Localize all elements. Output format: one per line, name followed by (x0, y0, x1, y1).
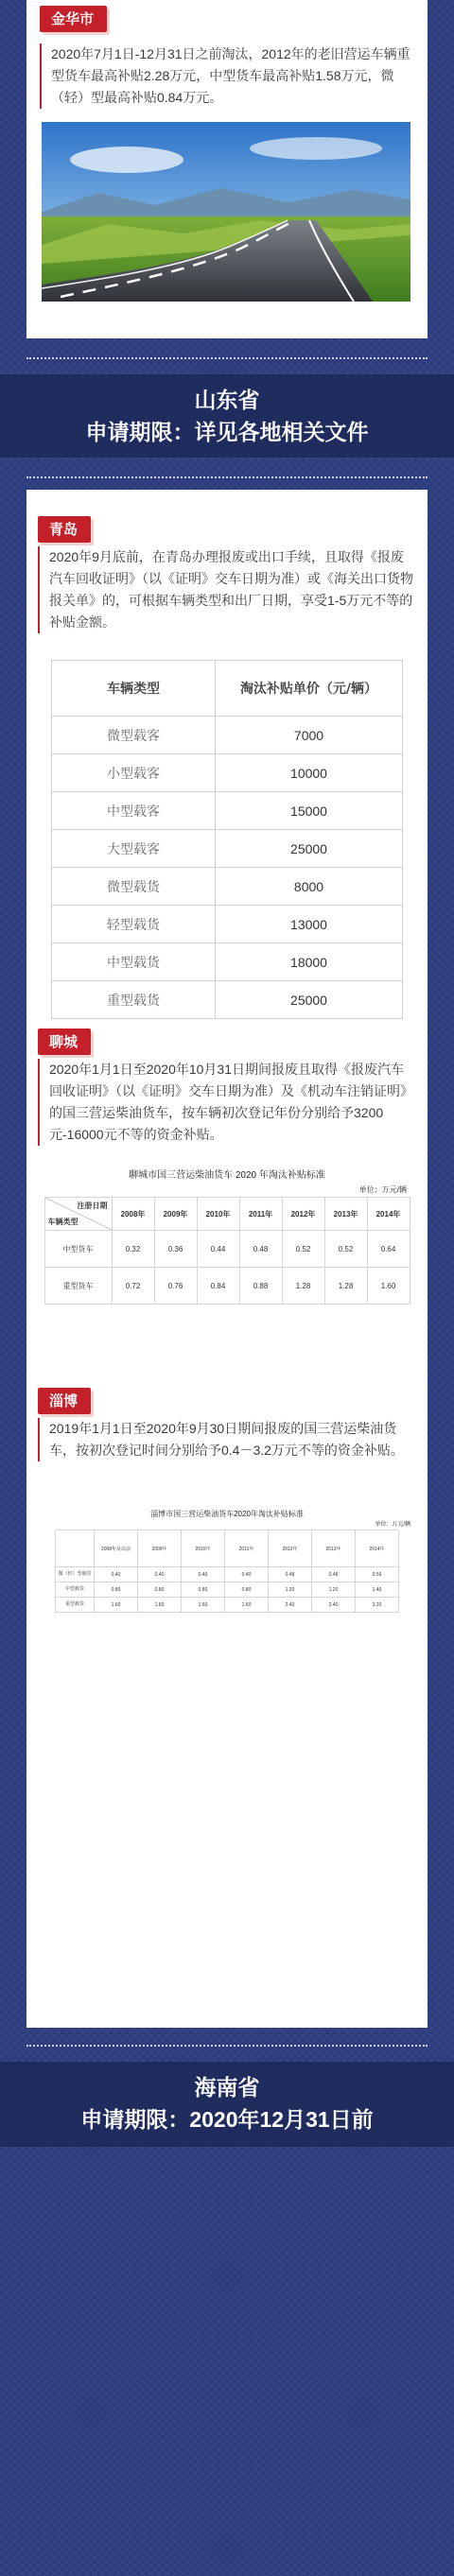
vehicle-type-cell: 中型货车 (44, 1231, 112, 1268)
year-header: 2013年 (324, 1198, 367, 1231)
year-header: 2014年 (367, 1198, 410, 1231)
table-row (52, 943, 403, 981)
divider (26, 357, 428, 359)
hainan-subtitle: 申请期限：2020年12月31日前 (80, 2107, 374, 2132)
jinhua-tag: 金华市 (40, 6, 107, 32)
year-header: 2008年及以前 (95, 1530, 138, 1567)
value-cell: 0.64 (367, 1231, 410, 1268)
divider (26, 476, 428, 478)
value-cell: 0.44 (197, 1231, 239, 1268)
table-row (52, 906, 403, 943)
value-cell: 1.60 (138, 1598, 182, 1613)
table-row (52, 868, 403, 906)
year-header: 2009年 (154, 1198, 197, 1231)
value-cell: 0.56 (356, 1567, 399, 1582)
value-cell: 1.20 (312, 1582, 356, 1598)
price-cell: 25000 (216, 981, 403, 1019)
liaocheng-table-title: 聊城市国三营运柴油货车 2020 年淘汰补贴标准 (129, 1170, 325, 1181)
vehicle-type-cell: 中型载货 (52, 943, 216, 981)
value-cell: 1.40 (356, 1582, 399, 1598)
table-row (52, 754, 403, 792)
year-header: 2008年 (112, 1198, 154, 1231)
hainan-title: 海南省 (194, 2075, 260, 2100)
vehicle-type-cell: 重型载货 (56, 1598, 95, 1613)
jinhua-text: 2020年7月1日-12月31日之前淘汰，2012年的老旧营运车辆重型货车最高补贴2.28万元，中型货车最高补贴1.58万元，微（轻）型最高补贴0.84万元。 (40, 43, 412, 109)
shandong-card (26, 490, 428, 2028)
zibo-table-unit: 单位：万元/辆 (375, 1522, 410, 1528)
year-header: 2013年 (312, 1530, 356, 1567)
table-row (56, 1567, 399, 1582)
vehicle-type-cell: 中型载货 (56, 1582, 95, 1598)
corner-top-label: 注册日期 (77, 1202, 108, 1210)
table-row (52, 717, 403, 754)
price-cell: 13000 (216, 906, 403, 943)
price-cell: 15000 (216, 792, 403, 830)
table-header-row (52, 661, 403, 717)
price-cell: 10000 (216, 754, 403, 792)
vehicle-type-cell: 微型载货 (52, 868, 216, 906)
price-cell: 7000 (216, 717, 403, 754)
value-cell: 0.40 (225, 1567, 269, 1582)
value-cell: 0.40 (182, 1567, 225, 1582)
table-row (56, 1582, 399, 1598)
vehicle-type-cell: 微（轻）型载货 (56, 1567, 95, 1582)
vehicle-type-cell: 轻型载货 (52, 906, 216, 943)
qingdao-text: 2020年9月底前，在青岛办理报废或出口手续，且取得《报废汽车回收证明》（以《证明》交车日期为准）或《海关出口货物报关单》的，可根据车辆类型和出厂日期，享受1-5万元不等的补贴金额。 (38, 546, 414, 633)
value-cell: 2.40 (312, 1598, 356, 1613)
price-cell: 25000 (216, 830, 403, 868)
liaocheng-table-image (34, 1161, 420, 1350)
vehicle-type-cell: 重型载货 (52, 981, 216, 1019)
value-cell: 1.28 (282, 1268, 324, 1305)
table-header-row (56, 1530, 399, 1567)
value-cell: 1.60 (182, 1598, 225, 1613)
vehicle-type-cell: 中型载客 (52, 792, 216, 830)
value-cell: 0.40 (95, 1567, 138, 1582)
table-row (56, 1598, 399, 1613)
zibo-table-image (34, 1499, 420, 1651)
value-cell: 0.84 (197, 1268, 239, 1305)
shandong-title: 山东省 (194, 388, 260, 412)
value-cell: 0.76 (154, 1268, 197, 1305)
vehicle-type-cell: 小型载客 (52, 754, 216, 792)
value-cell: 1.60 (95, 1598, 138, 1613)
corner-cell (44, 1198, 112, 1231)
year-header: 2012年 (269, 1530, 312, 1567)
header-cell: 淘汰补贴单价（元/辆） (216, 661, 403, 717)
year-header: 2010年 (182, 1530, 225, 1567)
value-cell: 1.20 (269, 1582, 312, 1598)
table-row (52, 830, 403, 868)
liaocheng-table (44, 1197, 410, 1305)
qingdao-table (51, 660, 403, 1019)
value-cell: 0.52 (282, 1231, 324, 1268)
price-cell: 18000 (216, 943, 403, 981)
qingdao-tag: 青岛 (38, 516, 91, 543)
divider (26, 2045, 428, 2047)
jinhua-card (26, 0, 428, 338)
shandong-banner (0, 374, 454, 458)
zibo-tag: 淄博 (38, 1388, 91, 1414)
year-header: 2014年 (356, 1530, 399, 1567)
liaocheng-tag: 聊城 (38, 1029, 91, 1055)
value-cell: 1.60 (225, 1598, 269, 1613)
value-cell: 0.48 (312, 1567, 356, 1582)
table-header-row (44, 1198, 410, 1231)
table-row (44, 1231, 410, 1268)
value-cell: 1.60 (367, 1268, 410, 1305)
value-cell: 0.80 (182, 1582, 225, 1598)
value-cell: 0.40 (138, 1567, 182, 1582)
value-cell: 0.36 (154, 1231, 197, 1268)
value-cell: 0.32 (112, 1231, 154, 1268)
value-cell: 0.72 (112, 1268, 154, 1305)
liaocheng-table-unit: 单位：万元/辆 (358, 1185, 407, 1194)
header-cell: 车辆类型 (52, 661, 216, 717)
vehicle-type-cell: 微型载客 (52, 717, 216, 754)
year-header: 2010年 (197, 1198, 239, 1231)
value-cell: 0.80 (95, 1582, 138, 1598)
vehicle-type-cell: 重型货车 (44, 1268, 112, 1305)
table-row (44, 1268, 410, 1305)
year-header: 2011年 (239, 1198, 282, 1231)
zibo-table (55, 1530, 399, 1613)
value-cell: 0.48 (239, 1231, 282, 1268)
year-header: 2012年 (282, 1198, 324, 1231)
hainan-banner (0, 2062, 454, 2147)
zibo-table-title: 淄博市国三营运柴油货车2020年淘汰补贴标准 (150, 1510, 304, 1518)
shandong-subtitle: 申请期限：详见各地相关文件 (85, 420, 369, 444)
year-header: 2011年 (225, 1530, 269, 1567)
value-cell: 0.48 (269, 1567, 312, 1582)
vehicle-type-cell: 大型载客 (52, 830, 216, 868)
corner-bottom-label: 车辆类型 (47, 1218, 79, 1226)
value-cell: 3.20 (356, 1598, 399, 1613)
zibo-text: 2019年1月1日至2020年9月30日期间报废的国三营运柴油货车，按初次登记时间分别给予0.4－3.2万元不等的资金补贴。 (38, 1418, 414, 1461)
table-row (52, 981, 403, 1019)
value-cell: 1.28 (324, 1268, 367, 1305)
road-image (42, 122, 410, 302)
value-cell: 2.40 (269, 1598, 312, 1613)
corner-cell (56, 1530, 95, 1567)
value-cell: 0.80 (138, 1582, 182, 1598)
liaocheng-text: 2020年1月1日至2020年10月31日期间报废且取得《报废汽车回收证明》（以《证明》交车日期为准）及《机动车注销证明》的国三营运柴油货车，按车辆初次登记年份分别给予3200元-16000元不等的资金补贴。 (38, 1059, 414, 1146)
table-row (52, 792, 403, 830)
value-cell: 0.52 (324, 1231, 367, 1268)
value-cell: 0.80 (225, 1582, 269, 1598)
price-cell: 8000 (216, 868, 403, 906)
year-header: 2009年 (138, 1530, 182, 1567)
value-cell: 0.88 (239, 1268, 282, 1305)
